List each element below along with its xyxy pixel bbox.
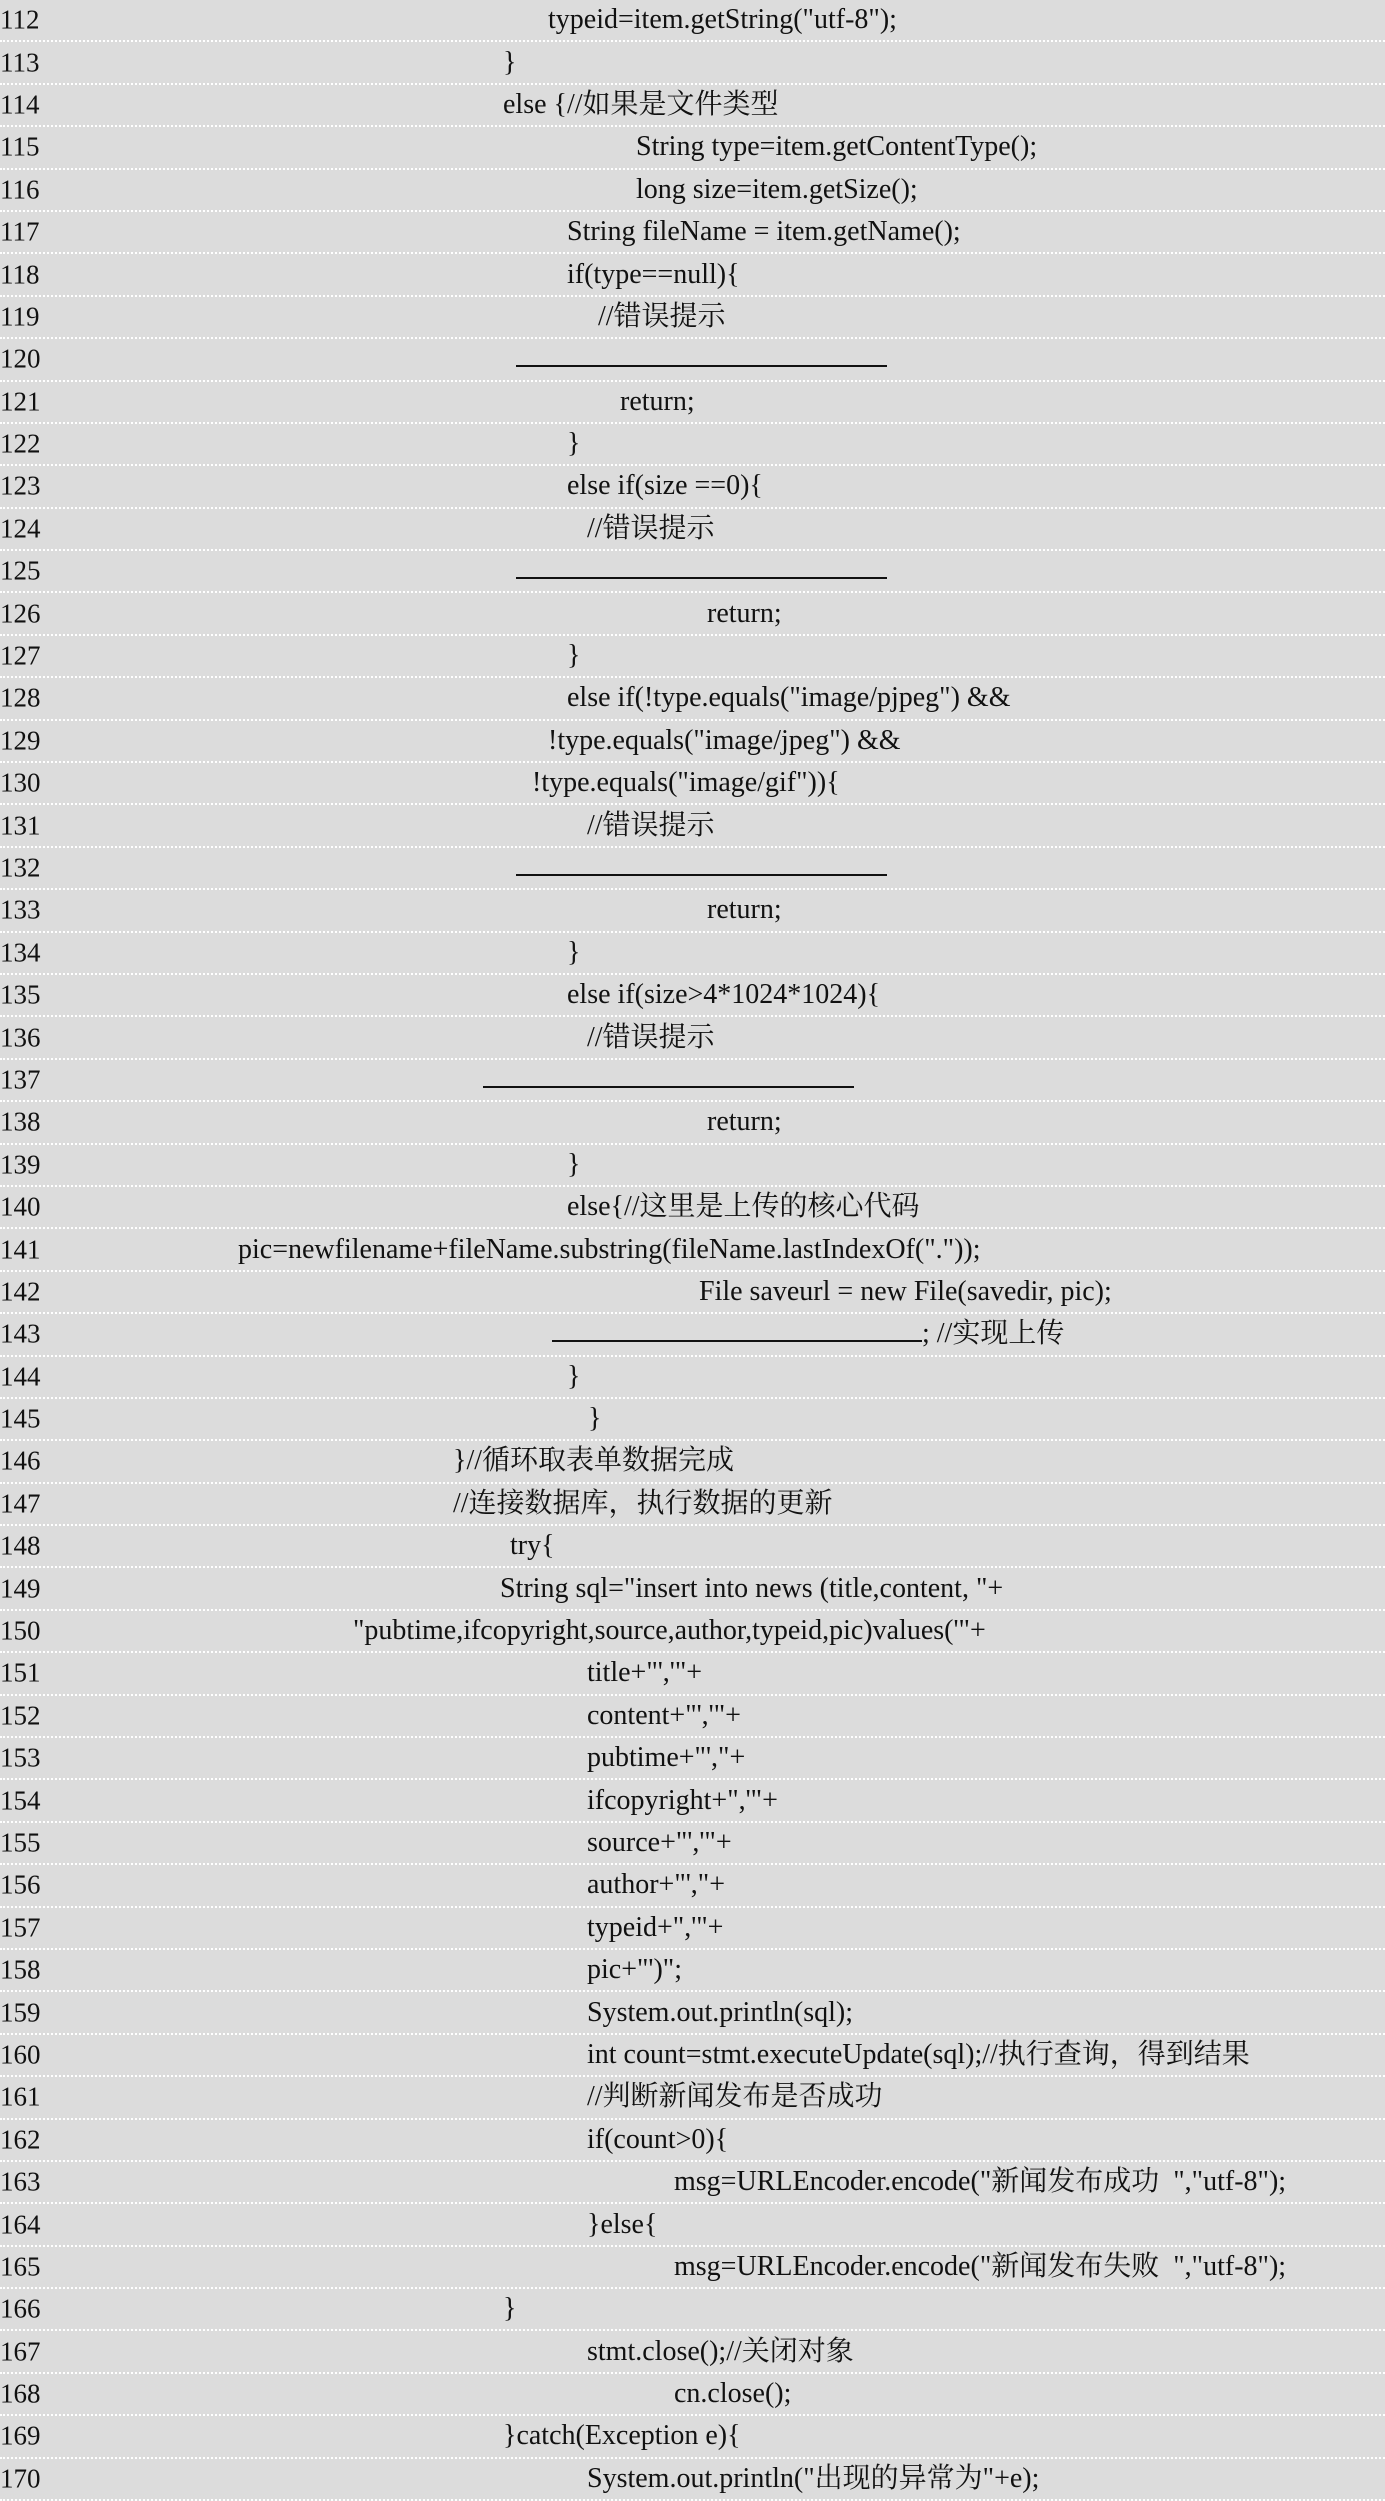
code-line [0, 678, 1385, 720]
code-line [0, 1484, 1385, 1526]
code-text: }catch(Exception e){ [503, 2420, 741, 2452]
line-number: 122 [0, 428, 41, 459]
fill-in-blank [516, 365, 887, 367]
code-line [0, 170, 1385, 212]
line-number: 144 [0, 1361, 41, 1392]
code-line [0, 2120, 1385, 2162]
line-number: 137 [0, 1064, 41, 1095]
code-line [0, 0, 1385, 42]
code-line [0, 1865, 1385, 1907]
code-text: else if(size ==0){ [567, 470, 763, 502]
line-number: 167 [0, 2336, 41, 2367]
line-number: 115 [0, 131, 40, 162]
code-text: else {//如果是文件类型 [503, 88, 779, 120]
code-line [0, 1102, 1385, 1144]
line-number: 141 [0, 1234, 41, 1265]
code-line [0, 1696, 1385, 1738]
code-text: } [503, 2293, 517, 2325]
fill-in-blank [516, 577, 887, 579]
code-line [0, 212, 1385, 254]
line-number: 128 [0, 682, 41, 713]
code-line [0, 975, 1385, 1017]
code-text: stmt.close();//关闭对象 [587, 2335, 854, 2367]
code-line [0, 2204, 1385, 2246]
line-number: 116 [0, 174, 40, 205]
code-text: msg=URLEncoder.encode("新闻发布失败 ","utf-8"); [674, 2250, 1287, 2282]
line-number: 160 [0, 2039, 41, 2070]
line-number: 132 [0, 852, 41, 883]
code-text: File saveurl = new File(savedir, pic); [699, 1275, 1112, 1307]
code-line [0, 2247, 1385, 2289]
code-text: ifcopyright+",'"+ [587, 1784, 778, 1816]
line-number: 131 [0, 810, 41, 841]
code-line [0, 1611, 1385, 1653]
code-text: } [567, 640, 581, 672]
code-line [0, 721, 1385, 763]
code-text: return; [707, 1106, 782, 1138]
code-text: else if(size>4*1024*1024){ [567, 979, 881, 1011]
code-text: String sql="insert into news (title,content, "+ [500, 1572, 1004, 1604]
line-number: 166 [0, 2293, 41, 2324]
code-text: content+"','"+ [587, 1699, 741, 1731]
code-line [0, 1823, 1385, 1865]
fill-in-blank [483, 1086, 854, 1088]
line-number: 121 [0, 386, 41, 417]
line-number: 152 [0, 1700, 41, 1731]
line-number: 153 [0, 1742, 41, 1773]
line-number: 129 [0, 725, 41, 756]
code-text: else{//这里是上传的核心代码 [567, 1191, 920, 1223]
code-line [0, 2374, 1385, 2416]
code-line [0, 805, 1385, 847]
code-line [0, 763, 1385, 805]
code-text: return; [620, 385, 695, 417]
code-line [0, 890, 1385, 932]
code-line [0, 382, 1385, 424]
code-text: } [503, 46, 517, 78]
line-number: 149 [0, 1573, 41, 1604]
code-text: //错误提示 [587, 809, 715, 841]
code-text: title+"','"+ [587, 1657, 703, 1689]
code-line [0, 466, 1385, 508]
line-number: 123 [0, 470, 41, 501]
code-line [0, 551, 1385, 593]
line-number: 150 [0, 1615, 41, 1646]
code-text: pic+"')"; [587, 1954, 683, 1986]
code-text: return; [707, 894, 782, 926]
code-line [0, 1992, 1385, 2034]
code-line [0, 85, 1385, 127]
code-line [0, 424, 1385, 466]
line-number: 136 [0, 1022, 41, 1053]
code-line [0, 2162, 1385, 2204]
code-line [0, 1017, 1385, 1059]
line-number: 151 [0, 1657, 41, 1688]
line-number: 155 [0, 1827, 41, 1858]
line-number: 130 [0, 767, 41, 798]
line-number: 126 [0, 598, 41, 629]
code-line [0, 2416, 1385, 2458]
code-line [0, 339, 1385, 381]
code-text: String fileName = item.getName(); [567, 216, 961, 248]
line-number: 145 [0, 1403, 41, 1434]
code-text: if(type==null){ [567, 258, 740, 290]
line-number: 161 [0, 2081, 41, 2112]
code-text: } [567, 936, 581, 968]
code-line [0, 1526, 1385, 1568]
line-number: 168 [0, 2378, 41, 2409]
line-number: 114 [0, 89, 40, 120]
code-line [0, 1950, 1385, 1992]
code-text: } [567, 428, 581, 460]
fill-in-blank [552, 1340, 922, 1342]
code-text: return; [707, 597, 782, 629]
code-line [0, 509, 1385, 551]
code-text: ; //实现上传 [922, 1318, 1065, 1350]
code-text: if(count>0){ [587, 2123, 729, 2155]
line-number: 119 [0, 301, 40, 332]
line-number: 124 [0, 513, 41, 544]
code-text: typeid=item.getString("utf-8"); [548, 4, 897, 36]
code-text: try{ [510, 1530, 555, 1562]
code-text: !type.equals("image/gif")){ [532, 767, 840, 799]
code-text: System.out.println(sql); [587, 1996, 853, 2028]
code-line [0, 297, 1385, 339]
line-number: 165 [0, 2251, 41, 2282]
line-number: 143 [0, 1318, 41, 1349]
code-line [0, 933, 1385, 975]
code-line [0, 1060, 1385, 1102]
code-line [0, 127, 1385, 169]
code-text: String type=item.getContentType(); [636, 131, 1038, 163]
line-number: 127 [0, 640, 41, 671]
line-number: 162 [0, 2124, 41, 2155]
code-text: //错误提示 [587, 1021, 715, 1053]
code-text: //错误提示 [598, 300, 726, 332]
code-text: }//循环取表单数据完成 [453, 1445, 734, 1477]
line-number: 133 [0, 894, 41, 925]
line-number: 113 [0, 47, 40, 78]
line-number: 138 [0, 1106, 41, 1137]
line-number: 112 [0, 4, 40, 35]
code-line [0, 1229, 1385, 1271]
line-number: 154 [0, 1785, 41, 1816]
code-line [0, 1314, 1385, 1356]
code-text: else if(!type.equals("image/pjpeg") && [567, 682, 1011, 714]
line-number: 147 [0, 1488, 41, 1519]
code-line [0, 2331, 1385, 2373]
code-line [0, 1145, 1385, 1187]
code-text: }else{ [587, 2208, 658, 2240]
code-text: source+"','"+ [587, 1826, 732, 1858]
code-text: System.out.println("出现的异常为"+e); [587, 2462, 1040, 2494]
line-number: 139 [0, 1149, 41, 1180]
code-line [0, 1357, 1385, 1399]
code-text: //连接数据库，执行数据的更新 [453, 1487, 833, 1519]
code-text: } [588, 1403, 602, 1435]
code-text: msg=URLEncoder.encode("新闻发布成功 ","utf-8"); [674, 2166, 1287, 2198]
code-text: cn.close(); [674, 2378, 792, 2410]
line-number: 163 [0, 2166, 41, 2197]
code-text: author+"',"+ [587, 1869, 726, 1901]
code-line [0, 1738, 1385, 1780]
code-text: pubtime+"',"+ [587, 1742, 746, 1774]
code-line [0, 42, 1385, 84]
line-number: 142 [0, 1276, 41, 1307]
code-line [0, 1653, 1385, 1695]
code-text: int count=stmt.executeUpdate(sql);//执行查询，得到结果 [587, 2038, 1250, 2070]
code-text: //错误提示 [587, 512, 715, 544]
line-number: 159 [0, 1997, 41, 2028]
line-number: 135 [0, 979, 41, 1010]
line-number: 146 [0, 1445, 41, 1476]
code-text: long size=item.getSize(); [636, 173, 918, 205]
code-line [0, 2077, 1385, 2119]
line-number: 170 [0, 2463, 41, 2494]
code-line [0, 1908, 1385, 1950]
code-text: //判断新闻发布是否成功 [587, 2081, 883, 2113]
code-line [0, 848, 1385, 890]
code-line [0, 1399, 1385, 1441]
line-number: 140 [0, 1191, 41, 1222]
code-text: !type.equals("image/jpeg") && [548, 724, 901, 756]
line-number: 164 [0, 2209, 41, 2239]
line-number: 158 [0, 1954, 41, 1985]
code-line [0, 254, 1385, 296]
line-number: 148 [0, 1530, 41, 1561]
code-line [0, 2289, 1385, 2331]
code-line [0, 593, 1385, 635]
code-text: } [567, 1360, 581, 1392]
line-number: 125 [0, 555, 41, 586]
code-text: } [567, 1148, 581, 1180]
line-number: 134 [0, 937, 41, 968]
line-number: 157 [0, 1912, 41, 1943]
code-line [0, 1441, 1385, 1483]
code-line [0, 1272, 1385, 1314]
code-line [0, 1780, 1385, 1822]
line-number: 169 [0, 2420, 41, 2451]
line-number: 117 [0, 216, 40, 247]
code-line [0, 2035, 1385, 2077]
code-line [0, 1187, 1385, 1229]
line-number: 120 [0, 343, 41, 374]
code-text: typeid+",'"+ [587, 1911, 724, 1943]
fill-in-blank [516, 874, 887, 876]
code-text: pic=newfilename+fileName.substring(fileName.lastIndexOf(".")); [238, 1233, 981, 1265]
line-number: 156 [0, 1869, 41, 1900]
code-text: "pubtime,ifcopyright,source,author,typeid,pic)values('"+ [353, 1615, 986, 1647]
line-number: 118 [0, 259, 40, 290]
code-line [0, 636, 1385, 678]
code-line [0, 1568, 1385, 1610]
